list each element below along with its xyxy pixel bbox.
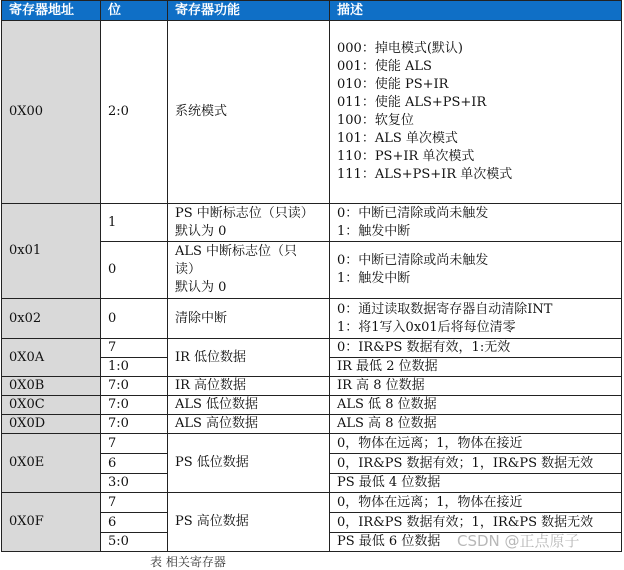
register-description: 0，物体在远离；1，物体在接近	[330, 434, 622, 454]
register-function: PS 高位数据	[168, 493, 330, 552]
description-line: 111：ALS+PS+IR 单次模式	[337, 167, 513, 182]
header-row	[2, 1, 622, 21]
register-address: 0X0B	[2, 377, 101, 396]
register-description: IR 高 8 位数据	[330, 377, 622, 396]
register-address: 0X0E	[2, 434, 101, 493]
register-bit: 7:0	[101, 415, 168, 434]
register-bit: 1	[101, 204, 168, 242]
description-line: 010：使能 PS+IR	[337, 77, 449, 92]
register-address: 0X0D	[2, 415, 101, 434]
register-bit: 7:0	[101, 396, 168, 415]
register-address: 0X0A	[2, 339, 101, 377]
description-line: 110：PS+IR 单次模式	[337, 149, 475, 164]
register-function: IR 低位数据	[168, 339, 330, 377]
function-line: ALS 中断标志位（只	[175, 244, 298, 259]
table-row	[2, 493, 622, 513]
register-address: 0X00	[2, 21, 101, 204]
function-line: 默认为 0	[175, 223, 227, 239]
register-address: 0x02	[2, 299, 101, 339]
register-description: 0：IR&PS 数据有效，1:无效	[330, 339, 622, 358]
register-bit: 1:0	[101, 358, 168, 377]
register-function: 系统模式	[168, 21, 330, 204]
register-description: 0，IR&PS 数据有效；1，IR&PS 数据无效	[330, 454, 622, 474]
table-row	[2, 21, 622, 204]
register-function: PS 低位数据	[168, 434, 330, 493]
table-row	[2, 339, 622, 358]
header-address: 寄存器地址	[2, 1, 101, 21]
description-line: 0：中断已清除或尚未触发	[337, 205, 489, 221]
function-line: 默认为 0	[175, 280, 227, 295]
register-description: 0，IR&PS 数据有效；1，IR&PS 数据无效	[330, 513, 622, 533]
function-line: PS 中断标志位（只读）	[175, 205, 314, 221]
caption-fragment: 表 相关寄存器	[150, 555, 226, 569]
register-function	[168, 204, 330, 242]
register-bit: 0	[101, 299, 168, 339]
register-bit: 3:0	[101, 474, 168, 493]
description-line: 100：软复位	[337, 113, 414, 128]
register-bit: 7	[101, 434, 168, 454]
description-line: 1：触发中断	[337, 223, 411, 239]
register-function: ALS 高位数据	[168, 415, 330, 434]
table-row	[2, 377, 622, 396]
register-bit: 7:0	[101, 377, 168, 396]
register-description: PS 最低 4 位数据	[330, 474, 622, 493]
register-description	[330, 21, 622, 204]
register-description: PS 最低 6 位数据	[330, 533, 622, 552]
register-description	[330, 299, 622, 339]
register-bit: 7	[101, 339, 168, 358]
register-address: 0X0F	[2, 493, 101, 552]
table-row	[2, 396, 622, 415]
register-bit: 6	[101, 513, 168, 533]
register-address: 0X0C	[2, 396, 101, 415]
register-function: 清除中断	[168, 299, 330, 339]
register-function: ALS 低位数据	[168, 396, 330, 415]
register-bit: 5:0	[101, 533, 168, 552]
register-table	[1, 0, 622, 552]
table-row	[2, 415, 622, 434]
register-bit: 7	[101, 493, 168, 513]
description-line: 001：使能 ALS	[337, 59, 432, 74]
register-bit: 6	[101, 454, 168, 474]
watermark: CSDN @正点原子	[457, 532, 580, 550]
header-function: 寄存器功能	[168, 1, 330, 21]
register-function: IR 高位数据	[168, 377, 330, 396]
description-line: 000：掉电模式(默认)	[337, 41, 463, 56]
description-line: 0：通过读取数据寄存器自动清除INT	[337, 301, 553, 317]
register-function	[168, 242, 330, 299]
register-bit: 2:0	[101, 21, 168, 204]
description-line: 011：使能 ALS+PS+IR	[337, 95, 487, 110]
description-line: 1：触发中断	[337, 271, 411, 286]
description-line: 0：中断已清除或尚未触发	[337, 253, 489, 268]
register-description: ALS 低 8 位数据	[330, 396, 622, 415]
table-row	[2, 434, 622, 454]
header-description: 描述	[330, 1, 622, 21]
register-description: 0，物体在远离；1，物体在接近	[330, 493, 622, 513]
register-description	[330, 204, 622, 242]
description-line: 1：将1写入0x01后将每位清零	[337, 319, 516, 335]
description-line: 101：ALS 单次模式	[337, 131, 458, 146]
register-address: 0x01	[2, 204, 101, 299]
register-bit: 0	[101, 242, 168, 299]
function-line: 读）	[175, 262, 202, 277]
table-row	[2, 299, 622, 339]
register-description: ALS 高 8 位数据	[330, 415, 622, 434]
register-description: IR 最低 2 位数据	[330, 358, 622, 377]
table-row	[2, 204, 622, 242]
register-description	[330, 242, 622, 299]
header-bit: 位	[101, 1, 168, 21]
